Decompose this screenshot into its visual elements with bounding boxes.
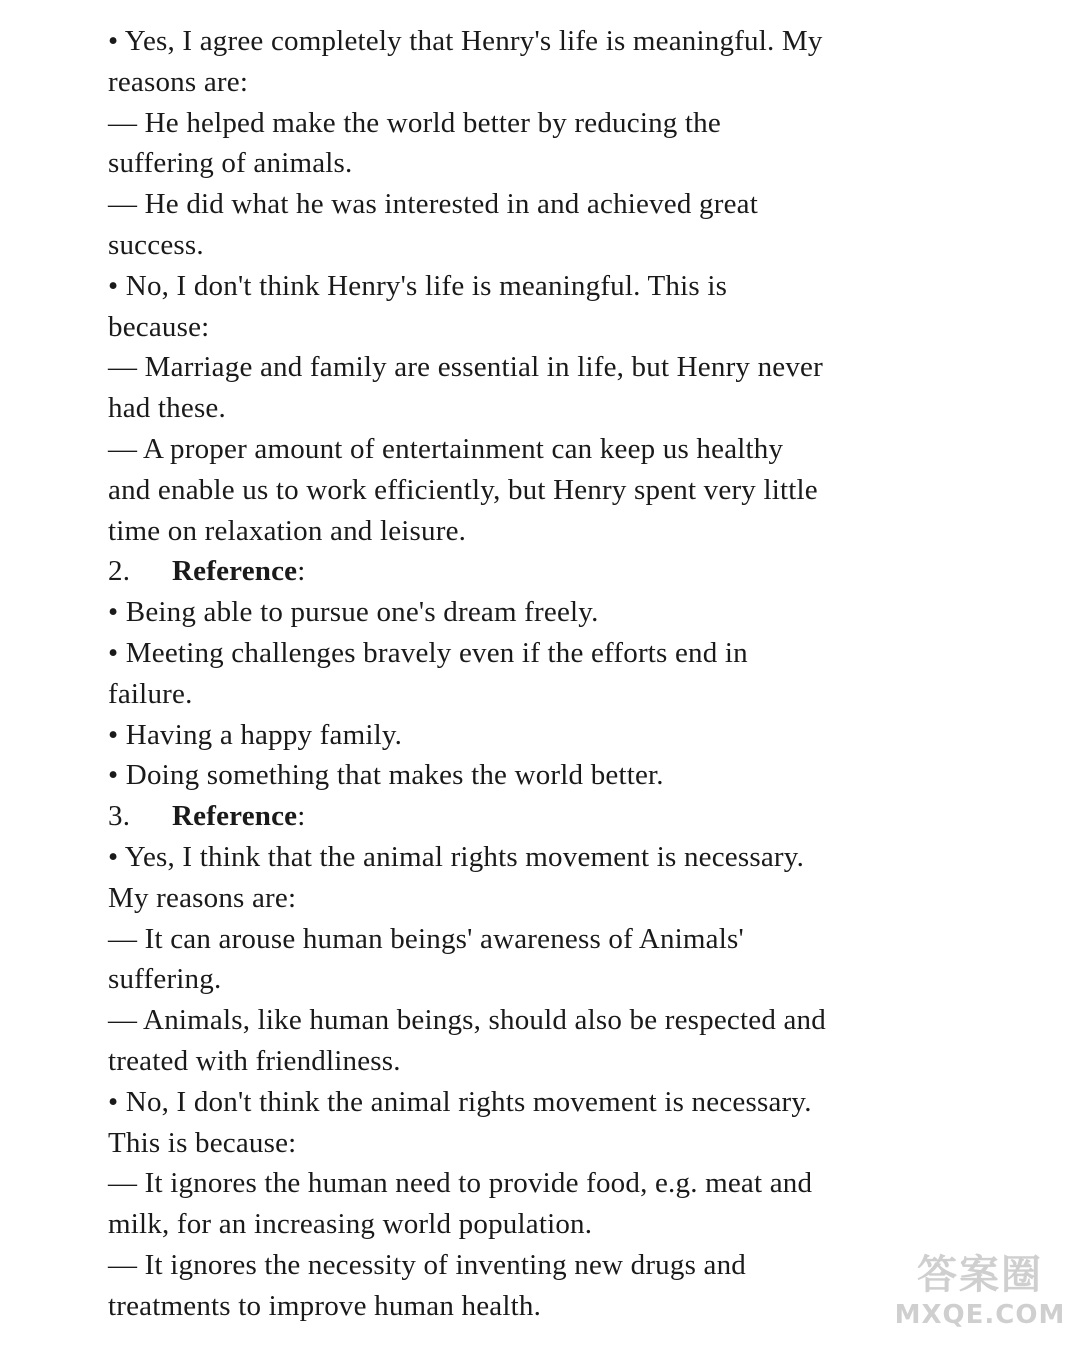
watermark-bottom-text: MXQE.COM <box>894 1300 1066 1330</box>
section-title: Reference <box>172 555 298 588</box>
text-line: — He helped make the world better by reducing the <box>108 106 721 139</box>
text-line: had these. <box>108 392 226 425</box>
list-item: • Having a happy family. <box>108 718 403 751</box>
list-item: treated with friendliness. <box>108 1044 401 1077</box>
text-line: — A proper amount of entertainment can keep us healthy <box>108 432 784 465</box>
watermark-top-text: 答案圈 <box>917 1252 1043 1298</box>
list-item: — It ignores the human need to provide food, e.g. meat and <box>108 1167 813 1200</box>
section-2-heading <box>108 551 988 592</box>
section-3-heading <box>108 796 988 837</box>
list-item: milk, for an increasing world population. <box>108 1208 593 1241</box>
text-line: because: <box>108 310 210 343</box>
list-item: This is because: <box>108 1126 297 1159</box>
list-item: • No, I don't think the animal rights movement is necessary. <box>108 1085 812 1118</box>
list-item: — It can arouse human beings' awareness of Animals' <box>108 922 744 955</box>
list-item: My reasons are: <box>108 881 297 914</box>
list-item: suffering. <box>108 963 222 996</box>
list-item: • Being able to pursue one's dream freely. <box>108 596 599 629</box>
watermark-logo <box>890 1251 1070 1341</box>
text-line: — He did what he was interested in and achieved great <box>108 188 758 221</box>
list-item: treatments to improve human health. <box>108 1289 542 1322</box>
list-item: • Yes, I think that the animal rights movement is necessary. <box>108 840 805 873</box>
section-colon: : <box>297 555 306 588</box>
text-line: • No, I don't think Henry's life is meaningful. This is <box>108 269 728 302</box>
section-number: 2. <box>108 555 131 588</box>
text-line: success. <box>108 228 204 261</box>
document-page <box>108 21 988 1327</box>
list-item: • Doing something that makes the world better. <box>108 759 664 792</box>
list-item: failure. <box>108 677 193 710</box>
text-line: suffering of animals. <box>108 147 353 180</box>
list-item: — It ignores the necessity of inventing new drugs and <box>108 1248 746 1281</box>
text-line: • Yes, I agree completely that Henry's life is meaningful. My <box>108 25 823 57</box>
section-number: 3. <box>108 800 131 833</box>
list-item: • Meeting challenges bravely even if the efforts end in <box>108 636 748 669</box>
text-line: — Marriage and family are essential in life, but Henry never <box>108 351 823 384</box>
section-title: Reference <box>172 800 298 833</box>
text-line: time on relaxation and leisure. <box>108 514 467 547</box>
list-item: — Animals, like human beings, should also be respected and <box>108 1004 826 1037</box>
text-line: reasons are: <box>108 65 249 98</box>
text-line: and enable us to work efficiently, but Henry spent very little <box>108 473 818 506</box>
section-colon: : <box>297 800 306 833</box>
